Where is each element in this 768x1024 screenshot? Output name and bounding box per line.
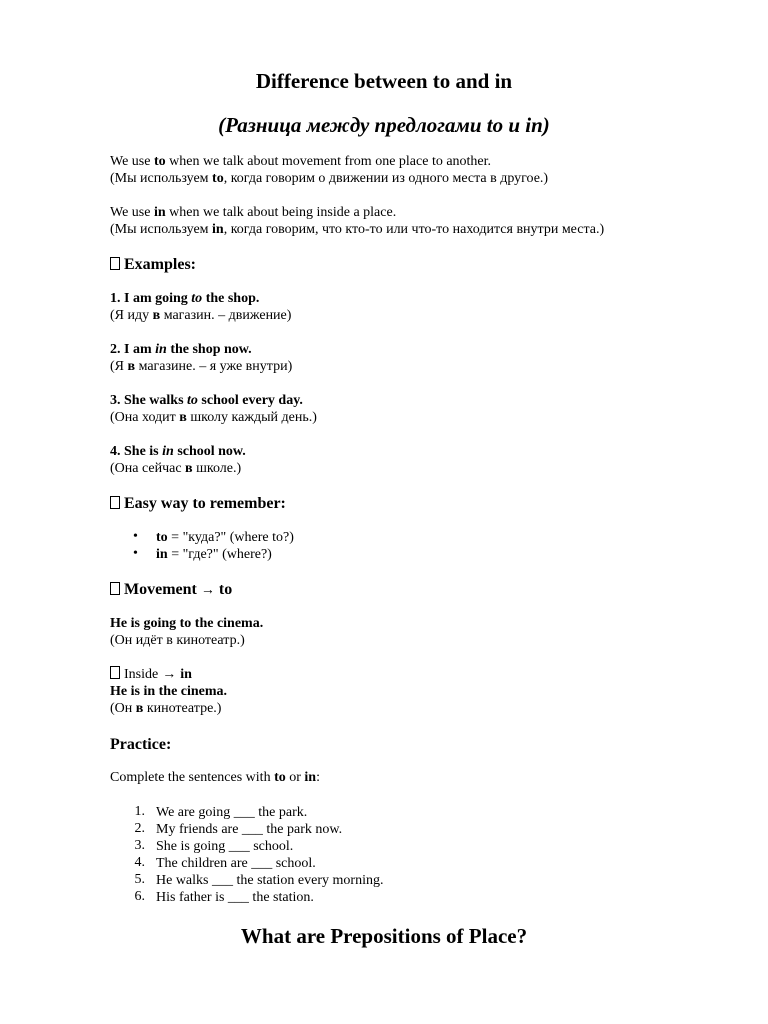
movement-heading: Movement → to [110,580,232,600]
arrow-right-icon: → [200,583,215,598]
practice-item-number: 6. [134,889,145,904]
bullet-icon: • [133,546,138,561]
bullet-icon: • [133,529,138,544]
page-subtitle: (Разница между предлогами to и in) [218,113,550,137]
example-3-translation: (Она ходит в школу каждый день.) [110,410,317,425]
example-2: 2. I am in the shop now. [110,342,252,357]
practice-item-number: 2. [134,821,145,836]
movement-translation: (Он идёт в кинотеатр.) [110,633,245,648]
missing-glyph-icon [110,496,120,509]
practice-item-number: 5. [134,872,145,887]
practice-item-number: 1. [134,804,145,819]
remember-item-to: to = "куда?" (where to?) [156,530,294,545]
inside-heading: Inside → in [110,666,192,683]
page-title: Difference between to and in [255,69,513,93]
practice-item-number: 3. [134,838,145,853]
movement-sentence: He is going to the cinema. [110,616,264,631]
examples-heading: Examples: [110,255,196,274]
practice-item: He walks ___ the station every morning. [156,873,384,888]
example-3: 3. She walks to school every day. [110,393,303,408]
remember-heading: Easy way to remember: [110,494,286,513]
intro-to-translation: (Мы используем to, когда говорим о движении из одного места в другое.) [110,171,549,186]
intro-to-line: We use to when we talk about movement from one place to another. [110,154,492,169]
missing-glyph-icon [110,257,120,270]
practice-item: His father is ___ the station. [156,890,314,905]
practice-item: My friends are ___ the park now. [156,822,343,837]
practice-item: The children are ___ school. [156,856,316,871]
intro-in-translation: (Мы используем in, когда говорим, что кто-то или что-то находится внутри места.) [110,222,605,237]
remember-item-in: in = "где?" (where?) [156,547,272,562]
missing-glyph-icon [110,582,120,595]
inside-sentence: He is in the cinema. [110,684,228,699]
section-title: What are Prepositions of Place? [240,924,528,948]
practice-item-number: 4. [134,855,145,870]
inside-translation: (Он в кинотеатре.) [110,701,222,716]
practice-item: She is going ___ school. [156,839,294,854]
example-4: 4. She is in school now. [110,444,246,459]
practice-heading: Practice: [110,736,172,753]
example-1: 1. I am going to the shop. [110,291,260,306]
intro-in-line: We use in when we talk about being inside a place. [110,205,397,220]
arrow-right-icon: → [162,667,177,682]
missing-glyph-icon [110,666,120,679]
practice-instructions: Complete the sentences with to or in: [110,770,320,785]
example-1-translation: (Я иду в магазин. – движение) [110,308,292,323]
practice-item: We are going ___ the park. [156,805,308,820]
example-2-translation: (Я в магазине. – я уже внутри) [110,359,293,374]
example-4-translation: (Она сейчас в школе.) [110,461,242,476]
